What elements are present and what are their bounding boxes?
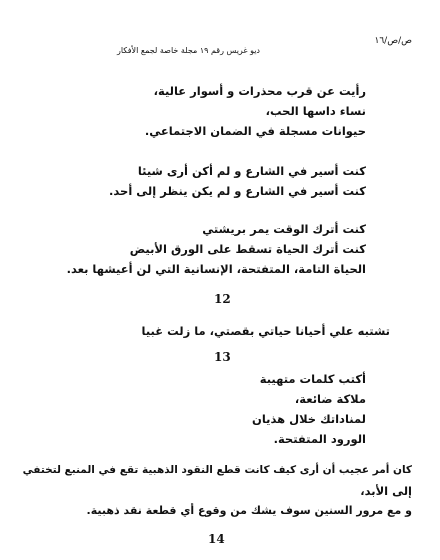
section-number: 14 — [208, 532, 225, 546]
section-number: 12 — [214, 292, 231, 306]
poem-line: رأيت عن قرب محذرات و أسوار عالية، — [153, 84, 366, 98]
poem-line: كان أمر عجيب أن أرى كيف كانت قطع النقود الذهبية تقع في المنبع لتختفي — [22, 464, 412, 476]
poem-line: نساء داسها الحب، — [265, 104, 366, 118]
section-number: 13 — [214, 350, 231, 364]
poem-line: ملاكة ضائعة، — [294, 392, 366, 406]
page-reference: ص/ص/١٦ — [374, 36, 412, 46]
poem-line: حيوانات مسجلة في الضمان الاجتماعي. — [144, 124, 366, 138]
poem-line: الحياة التامة، المتفتحة، الإنسانية التي لن أعيشها بعد. — [66, 262, 366, 276]
poem-line: كنت أسير في الشارع و لم يكن ينظر إلى أحد. — [109, 184, 366, 198]
poem-line: كنت أترك الحياة تسقط على الورق الأبيض — [129, 242, 366, 256]
poem-line: تشتبه علي أحيانا حياتي بقصتي، ما زلت غبيا — [141, 324, 390, 338]
poem-line: الورود المتفتحة. — [273, 432, 366, 446]
poem-line: كنت أسير في الشارع و لم أكن أرى شيئا — [137, 164, 366, 178]
poem-line: كنت أترك الوقت يمر بريشتي — [202, 222, 366, 236]
poem-line: و مع مرور السنين سوف يشك من وقوع أي قطعة نقد ذهبية. — [86, 504, 412, 517]
poem-line: إلى الأبد، — [360, 484, 412, 498]
poem-line: لمناداتك خلال هذيان — [252, 412, 366, 426]
journal-header: ديو غريس رقم ١٩ مجلة خاصة لجمع الأفكار — [116, 46, 260, 55]
poem-line: أكتب كلمات متهيبة — [259, 372, 366, 386]
